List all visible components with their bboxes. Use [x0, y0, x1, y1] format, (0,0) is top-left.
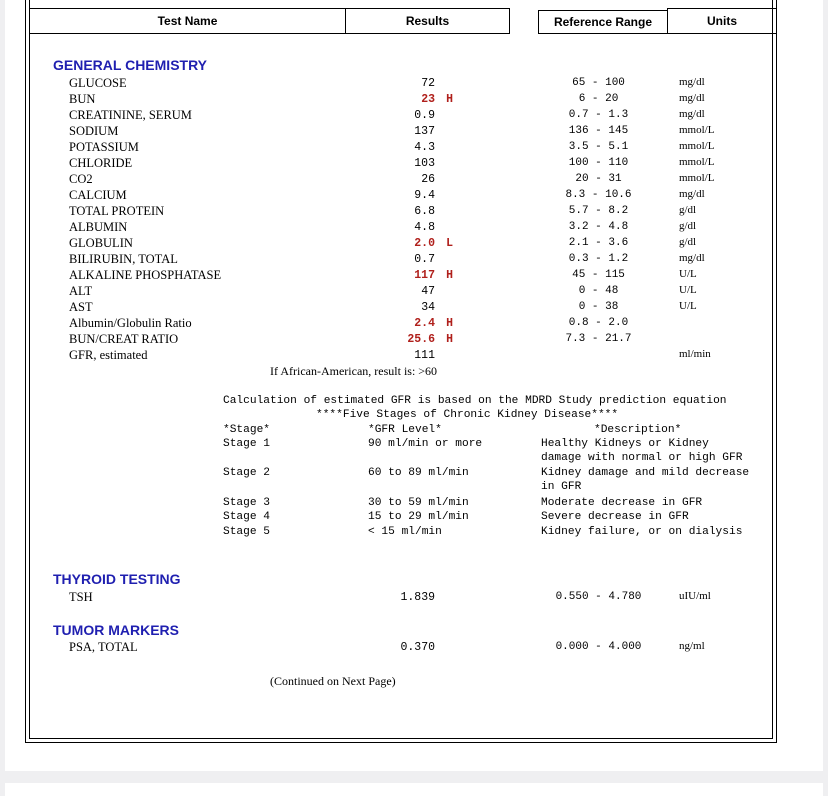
test-result: [414, 141, 453, 154]
test-name: CO2: [69, 172, 93, 186]
reference-range: 7.3 - 21.7: [565, 333, 632, 345]
unit: mg/dl: [679, 76, 705, 88]
reference-range: 100 - 110: [568, 157, 629, 169]
test-result: [400, 641, 453, 654]
test-result: [414, 109, 453, 122]
stage-gfr-level: 30 to 59 ml/min: [368, 497, 469, 509]
reference-range: 6 - 20: [578, 93, 619, 105]
unit: mmol/L: [679, 172, 715, 184]
test-name: BUN: [69, 92, 96, 106]
stage-description-continued: in GFR: [541, 481, 582, 493]
continued-note: (Continued on Next Page): [270, 674, 396, 688]
stage-column-header: *Stage*: [223, 424, 270, 436]
test-result: [421, 301, 453, 314]
stage-gfr-level: 60 to 89 ml/min: [368, 467, 469, 479]
gfr-level-column-header: *GFR Level*: [368, 424, 442, 436]
test-result: [414, 189, 453, 202]
stage-gfr-level: 90 ml/min or more: [368, 438, 483, 450]
test-name: TSH: [69, 590, 93, 604]
unit: mg/dl: [679, 108, 705, 120]
unit: mmol/L: [679, 140, 715, 152]
stage-description: Severe decrease in GFR: [541, 511, 689, 523]
description-column-header: *Description*: [594, 424, 682, 436]
reference-range: 3.5 - 5.1: [568, 141, 629, 153]
result-value: 23: [421, 93, 435, 106]
unit: U/L: [679, 300, 697, 312]
column-header-results: Results: [345, 8, 510, 34]
stage-label: Stage 2: [223, 467, 270, 479]
test-name: Albumin/Globulin Ratio: [69, 316, 192, 330]
test-result: [414, 269, 453, 282]
test-result: [414, 317, 453, 330]
test-result: [421, 93, 453, 106]
stage-label: Stage 4: [223, 511, 270, 523]
stage-description: Moderate decrease in GFR: [541, 497, 703, 509]
test-name: POTASSIUM: [69, 140, 139, 154]
reference-range: 0.000 - 4.000: [555, 641, 642, 653]
gfr-african-american-note: If African-American, result is: >60: [270, 364, 438, 378]
unit: ng/ml: [679, 640, 705, 652]
stage-description-continued: damage with normal or high GFR: [541, 452, 743, 464]
result-flag: H: [446, 317, 453, 330]
stage-label: Stage 5: [223, 526, 270, 538]
result-row: [0, 236, 828, 252]
test-result: [414, 157, 453, 170]
reference-range: 20 - 31: [575, 173, 622, 185]
test-name: ALBUMIN: [69, 220, 128, 234]
stage-gfr-level: < 15 ml/min: [368, 526, 442, 538]
test-name: CALCIUM: [69, 188, 127, 202]
reference-range: 2.1 - 3.6: [568, 237, 629, 249]
result-flag: H: [446, 333, 453, 346]
unit: ml/min: [679, 348, 711, 360]
result-value: 25.6: [407, 333, 435, 346]
unit: g/dl: [679, 236, 697, 248]
section-title-tumor-markers: TUMOR MARKERS: [53, 622, 179, 638]
unit: mmol/L: [679, 156, 715, 168]
result-row: [0, 332, 828, 348]
stage-label: Stage 3: [223, 497, 270, 509]
stage-label: Stage 1: [223, 438, 270, 450]
test-result: [414, 205, 453, 218]
test-name: BUN/CREAT RATIO: [69, 332, 179, 346]
section-title-general-chemistry: GENERAL CHEMISTRY: [53, 57, 208, 73]
unit: uIU/ml: [679, 590, 711, 602]
reference-range: 0 - 38: [578, 301, 619, 313]
test-result: [414, 237, 453, 250]
unit: mg/dl: [679, 188, 705, 200]
next-page-edge: [5, 783, 823, 796]
reference-range: 0.8 - 2.0: [568, 317, 629, 329]
result-row: [0, 348, 828, 364]
test-result: [421, 173, 453, 186]
result-value: 0.9: [414, 109, 435, 122]
result-row: [0, 204, 828, 220]
test-name: CHLORIDE: [69, 156, 133, 170]
result-value: 4.3: [414, 141, 435, 154]
test-name: ALKALINE PHOSPHATASE: [69, 268, 222, 282]
test-name: GFR, estimated: [69, 348, 148, 362]
test-name: PSA, TOTAL: [69, 640, 138, 654]
unit: mg/dl: [679, 252, 705, 264]
stage-description: Kidney failure, or on dialysis: [541, 526, 743, 538]
reference-range: 65 - 100: [572, 77, 625, 89]
result-flag: L: [446, 237, 453, 250]
result-row: [0, 300, 828, 316]
reference-range: 5.7 - 8.2: [568, 205, 629, 217]
result-row: [0, 156, 828, 172]
column-header-units: Units: [667, 8, 777, 34]
reference-range: 0.7 - 1.3: [568, 109, 629, 121]
result-row: [0, 124, 828, 140]
column-header-reference-range: Reference Range: [538, 10, 668, 34]
reference-range: 0 - 48: [578, 285, 619, 297]
result-row: [0, 172, 828, 188]
unit: mmol/L: [679, 124, 715, 136]
result-row: [0, 252, 828, 268]
result-value: 6.8: [414, 205, 435, 218]
result-flag: H: [446, 93, 453, 106]
gfr-calculation-note: Calculation of estimated GFR is based on the MDRD Study prediction equation: [223, 395, 727, 407]
test-name: AST: [69, 300, 93, 314]
test-name: GLUCOSE: [69, 76, 127, 90]
test-name: TOTAL PROTEIN: [69, 204, 165, 218]
result-value: 0.370: [400, 641, 435, 654]
result-row: [0, 590, 828, 606]
result-value: 117: [414, 269, 435, 282]
result-value: 137: [414, 125, 435, 138]
reference-range: 136 - 145: [568, 125, 629, 137]
result-row: [0, 188, 828, 204]
test-result: [407, 333, 453, 346]
test-result: [414, 349, 453, 362]
test-name: BILIRUBIN, TOTAL: [69, 252, 178, 266]
stage-gfr-level: 15 to 29 ml/min: [368, 511, 469, 523]
result-value: 72: [421, 77, 435, 90]
test-result: [421, 77, 453, 90]
result-row: [0, 76, 828, 92]
result-value: 4.8: [414, 221, 435, 234]
result-flag: H: [446, 269, 453, 282]
test-result: [414, 221, 453, 234]
result-value: 26: [421, 173, 435, 186]
result-value: 111: [414, 349, 435, 362]
section-title-thyroid-testing: THYROID TESTING: [53, 571, 181, 587]
reference-range: 3.2 - 4.8: [568, 221, 629, 233]
result-row: [0, 108, 828, 124]
result-row: [0, 140, 828, 156]
result-value: 103: [414, 157, 435, 170]
result-row: [0, 640, 828, 656]
test-result: [400, 591, 453, 604]
result-value: 47: [421, 285, 435, 298]
stage-description: Healthy Kidneys or Kidney: [541, 438, 709, 450]
unit: U/L: [679, 284, 697, 296]
result-value: 9.4: [414, 189, 435, 202]
stage-description: Kidney damage and mild decrease: [541, 467, 750, 479]
unit: g/dl: [679, 204, 697, 216]
unit: mg/dl: [679, 92, 705, 104]
test-name: GLOBULIN: [69, 236, 133, 250]
result-row: [0, 316, 828, 332]
test-result: [421, 285, 453, 298]
reference-range: 0.3 - 1.2: [568, 253, 629, 265]
test-result: [414, 253, 453, 266]
result-value: 2.4: [414, 317, 435, 330]
test-name: ALT: [69, 284, 93, 298]
result-value: 1.839: [400, 591, 435, 604]
unit: U/L: [679, 268, 697, 280]
test-result: [414, 125, 453, 138]
test-name: SODIUM: [69, 124, 119, 138]
unit: g/dl: [679, 220, 697, 232]
result-row: [0, 268, 828, 284]
result-value: 0.7: [414, 253, 435, 266]
result-value: 34: [421, 301, 435, 314]
reference-range: 0.550 - 4.780: [555, 591, 642, 603]
reference-range: 45 - 115: [572, 269, 625, 281]
result-value: 2.0: [414, 237, 435, 250]
test-name: CREATININE, SERUM: [69, 108, 192, 122]
reference-range: 8.3 - 10.6: [565, 189, 632, 201]
result-row: [0, 92, 828, 108]
result-row: [0, 220, 828, 236]
column-header-test-name: Test Name: [29, 8, 346, 34]
result-row: [0, 284, 828, 300]
ckd-stages-title: ****Five Stages of Chronic Kidney Disease****: [316, 409, 619, 421]
